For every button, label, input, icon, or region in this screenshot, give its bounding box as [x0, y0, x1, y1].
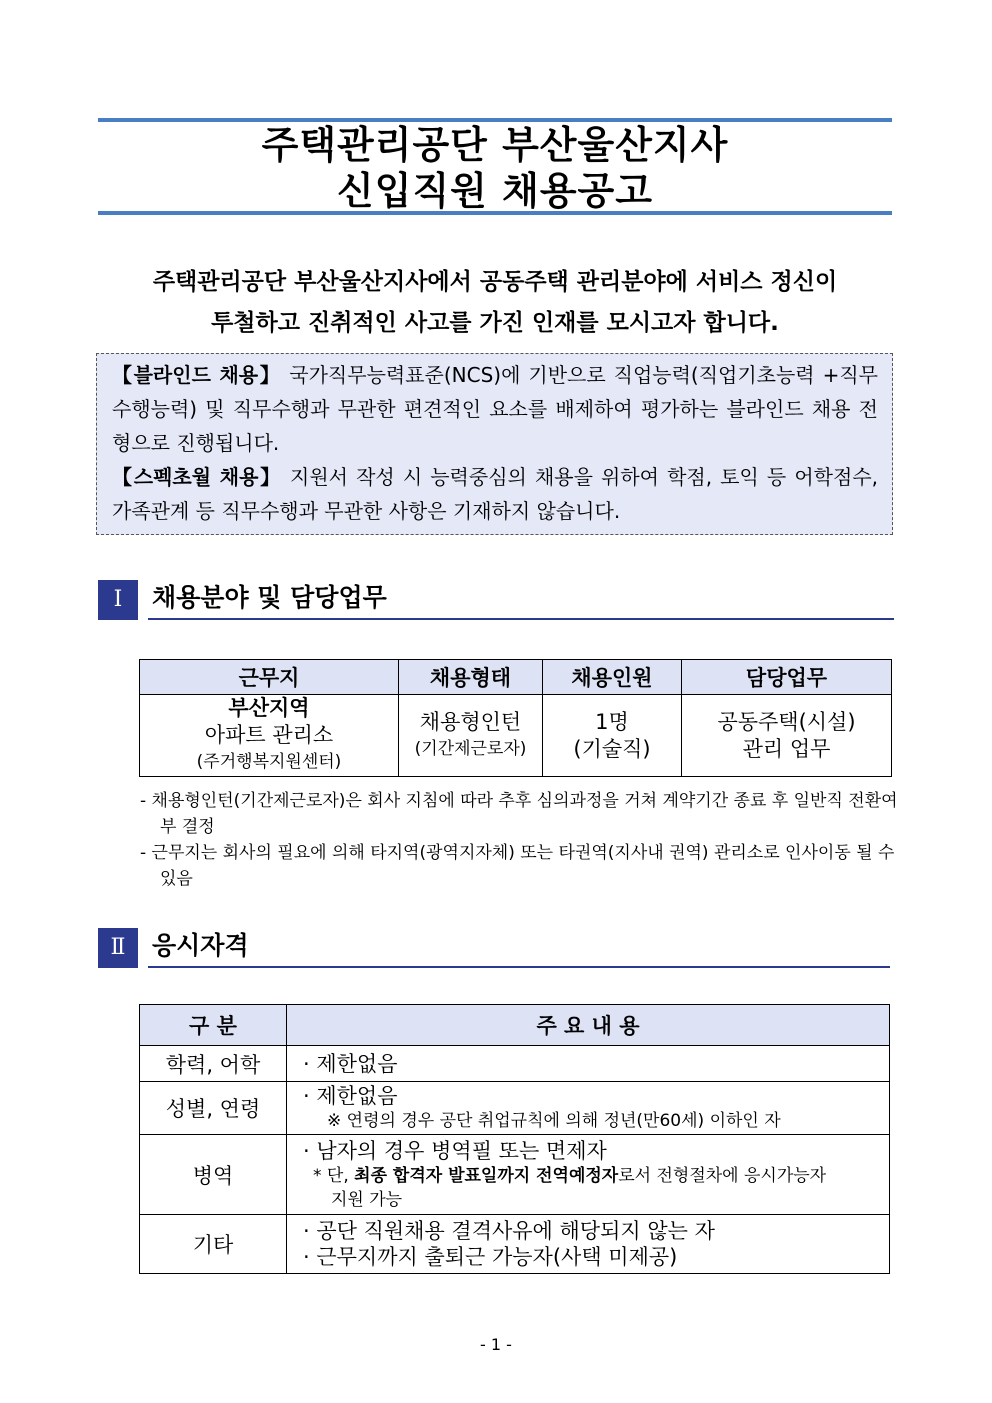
section-1-rule — [148, 618, 894, 620]
content-sub — [303, 1164, 889, 1188]
table-row — [140, 1082, 890, 1135]
content-line: · 남자의 경우 병역필 또는 면제자 — [303, 1138, 607, 1163]
content-line: · 공단 직원채용 결격사유에 해당되지 않는 자 — [303, 1219, 715, 1243]
th-category: 구 분 — [140, 1005, 287, 1046]
content-education — [287, 1046, 890, 1082]
content-line: · 제한없음 — [303, 1084, 398, 1108]
notice-box — [96, 353, 893, 535]
table-row — [140, 1215, 890, 1274]
cat-education: 학력, 어학 — [140, 1046, 287, 1082]
th-location: 근무지 — [140, 660, 399, 695]
section-1-notes — [140, 788, 900, 892]
location-sub: 아파트 관리소 — [204, 723, 334, 747]
cat-gender-age: 성별, 연령 — [140, 1082, 287, 1135]
sub-post: 로서 전형절차에 응시가능자 — [618, 1165, 827, 1186]
note-1: - 채용형인턴(기간제근로자)은 회사 지침에 따라 추후 심의과정을 거쳐 계약기간 종료 후 일반직 전환여부 결정 — [140, 791, 898, 837]
title-line-2: 신입직원 채용공고 — [337, 169, 653, 213]
intro-line-2: 투철하고 진취적인 사고를 가진 인재를 모시고자 합니다. — [211, 310, 779, 336]
th-type: 채용형태 — [399, 660, 543, 695]
cat-other: 기타 — [140, 1215, 287, 1274]
count-note: (기술직) — [573, 736, 651, 761]
type-note: (기간제근로자) — [414, 738, 527, 759]
page-number: - 1 - — [480, 1335, 512, 1354]
section-2-number: Ⅱ — [98, 928, 138, 968]
section-1-number: Ⅰ — [98, 580, 138, 620]
section-2-title: 응시자격 — [152, 931, 249, 960]
td-duty — [682, 695, 892, 777]
content-other — [287, 1215, 890, 1274]
content-line-2: · 근무지까지 출퇴근 가능자(사택 미제공) — [303, 1245, 678, 1269]
location-note: (주거행복지원센터) — [196, 752, 342, 772]
notice-blind — [112, 358, 878, 460]
spec-text: 지원서 작성 시 능력중심의 채용을 위하여 학점, 토익 등 어학점수, 가족관계 등 직무수행과 무관한 사항은 기재하지 않습니다. — [112, 465, 878, 523]
title-box — [98, 118, 892, 215]
note-2: - 근무지는 회사의 필요에 의해 타지역(광역지자체) 또는 타권역(지사내 권역) 관리소로 인사이동 될 수 있음 — [140, 843, 895, 889]
th-content: 주 요 내 용 — [287, 1005, 890, 1046]
sub-pre: * 단, — [313, 1165, 355, 1186]
spec-label: 【스펙초월 채용】 — [112, 465, 282, 489]
section-1-title: 채용분야 및 담당업무 — [152, 583, 387, 612]
content-gender-age — [287, 1082, 890, 1135]
content-military — [287, 1135, 890, 1215]
th-duty: 담당업무 — [682, 660, 892, 695]
td-location — [140, 695, 399, 777]
blind-label: 【블라인드 채용】 — [112, 363, 282, 387]
cat-military: 병역 — [140, 1135, 287, 1215]
type-main: 채용형인턴 — [419, 709, 522, 734]
count-main: 1명 — [595, 709, 629, 734]
td-count — [543, 695, 682, 777]
td-type — [399, 695, 543, 777]
section-1-header — [98, 580, 894, 620]
intro-line-1: 주택관리공단 부산울산지사에서 공동주택 관리분야에 서비스 정신이 — [152, 269, 838, 295]
table-row — [140, 1046, 890, 1082]
table-row — [140, 1135, 890, 1215]
duty-line-2: 관리 업무 — [742, 736, 831, 761]
notice-spec — [112, 460, 878, 528]
section-2-rule — [148, 966, 890, 968]
title-line-1: 주택관리공단 부산울산지사 — [261, 123, 729, 167]
blind-text: 국가직무능력표준(NCS)에 기반으로 직업능력(직업기초능력 +직무수행능력) 및 직무수행과 무관한 편견적인 요소를 배제하여 평가하는 블라인드 채용 전형으로 진행됩니다. — [112, 363, 878, 455]
content-sub-2: 지원 가능 — [331, 1189, 403, 1210]
content-sub: ※ 연령의 경우 공단 취업규칙에 의해 정년(만60세) 이하인 자 — [327, 1111, 781, 1131]
sub-bold: 최종 합격자 발표일까지 전역예정자 — [354, 1165, 619, 1186]
intro-text — [98, 262, 892, 344]
location-main: 부산지역 — [228, 696, 310, 720]
duty-line-1: 공동주택(시설) — [717, 709, 856, 734]
section-2-header — [98, 928, 890, 968]
th-count: 채용인원 — [543, 660, 682, 695]
eligibility-table — [139, 1004, 890, 1274]
content-line: · 제한없음 — [303, 1051, 398, 1076]
recruit-field-table — [139, 659, 892, 777]
